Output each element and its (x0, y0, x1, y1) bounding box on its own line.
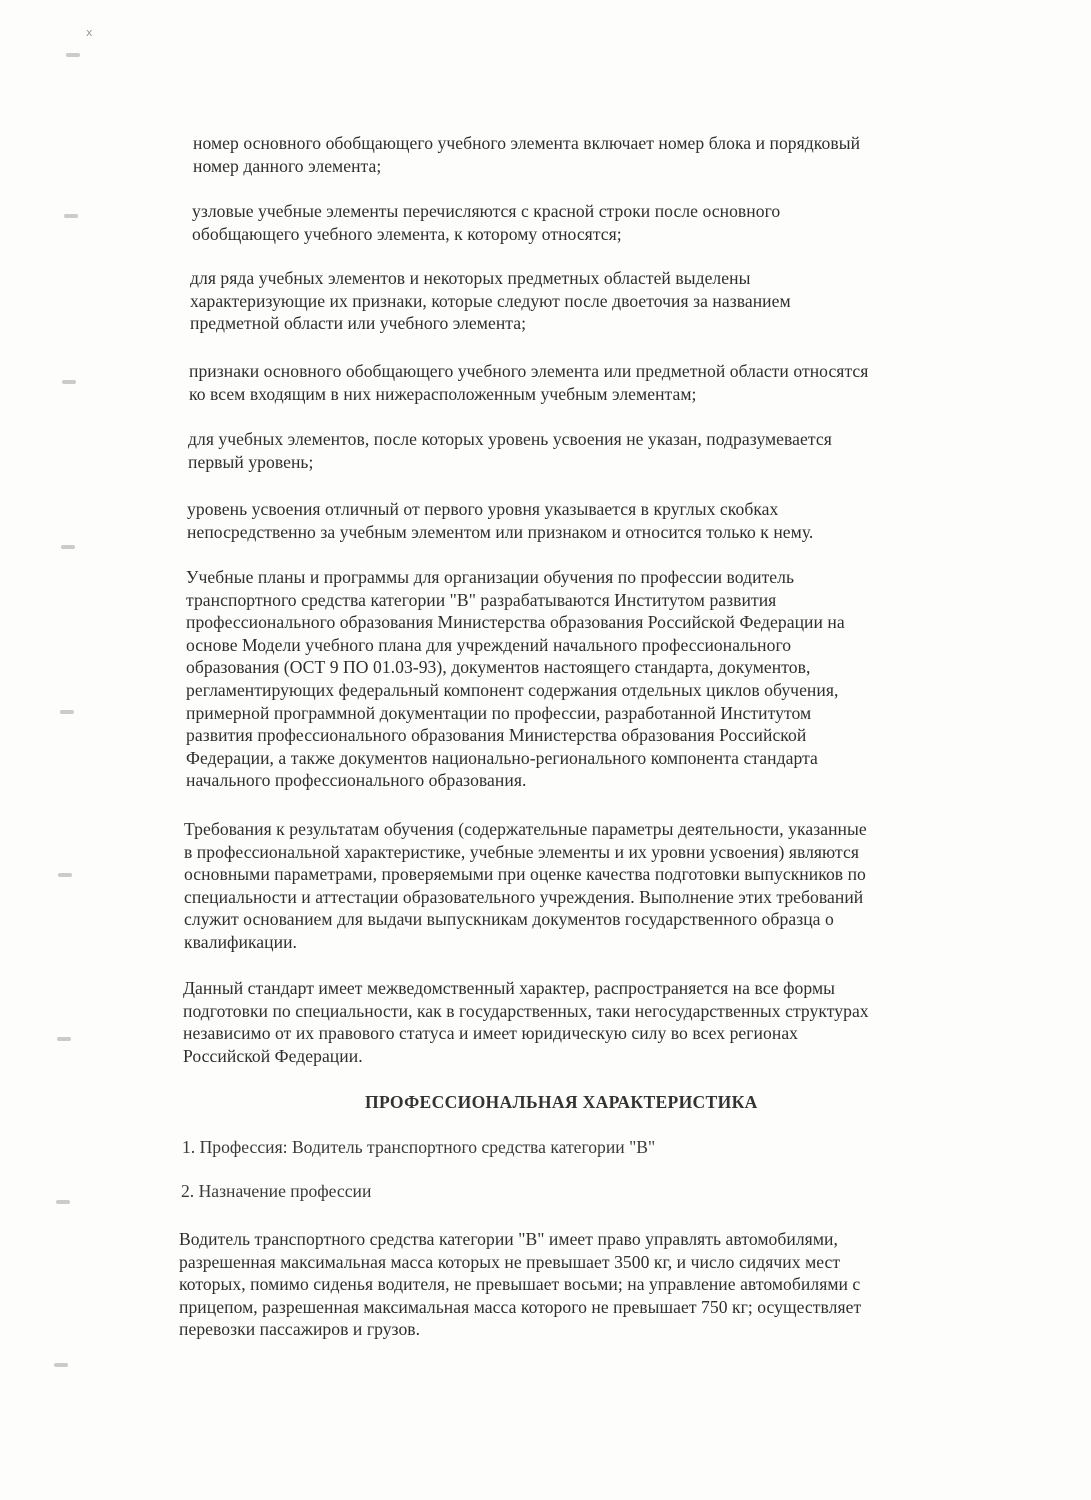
punch-mark (61, 545, 75, 549)
punch-mark (57, 1037, 71, 1041)
paragraph-curricula: Учебные планы и программы для организации обучения по профессии водитель транспортного средства категории "В" разрабатываются Институтом развития профессионального образования Министерства образования Российской Федерации на основе Модели учебного плана для учреждений начального профессионального образования (ОСТ 9 ПО 01.03-93), документов настоящего стандарта, документов, регламентирующих федеральный компонент содержания отдельных циклов обучения, примерной программной документации по профессии, разработанной Институтом развития профессионального образования Министерства образования Российской Федерации, а также документов национально-регионального компонента стандарта начального профессионального образования. (186, 567, 845, 791)
purpose-item: 2. Назначение профессии (181, 1181, 372, 1201)
paragraph-attributes: признаки основного обобщающего учебного элемента или предметной области относятся ко всем входящим в них нижерасположенным учебным элементам; (189, 361, 869, 404)
punch-mark (56, 1200, 70, 1204)
punch-mark (54, 1363, 68, 1367)
paragraph-level-brackets: уровень усвоения отличный от первого уровня указывается в круглых скобках непосредственно за учебным элементом или признаком и относится только к нему. (187, 499, 814, 542)
punch-mark (66, 53, 80, 57)
paragraph-first-level: для учебных элементов, после которых уровень усвоения не указан, подразумевается первый уровень; (188, 429, 832, 472)
paragraph-element-number: номер основного обобщающего учебного элемента включает номер блока и порядковый номер данного элемента; (193, 133, 861, 176)
punch-mark (62, 380, 76, 384)
paragraph-driver-rights: Водитель транспортного средства категории "В" имеет право управлять автомобилями, разрешенная максимальная масса которых не превышает 3500 кг, и число сидячих мест которых, помимо сиденья водителя, не превышает восьми; на управление автомобилями с прицепом, разрешенная максимальная масса которого не превышает 750 кг; осуществляет перевозки пассажиров и грузов. (179, 1229, 862, 1340)
corner-mark: х (86, 26, 93, 39)
section-heading: ПРОФЕССИОНАЛЬНАЯ ХАРАКТЕРИСТИКА (365, 1092, 758, 1112)
punch-mark (58, 873, 72, 877)
paragraph-node-elements: узловые учебные элементы перечисляются с красной строки после основного обобщающего учебного элемента, к которому относятся; (192, 201, 781, 244)
paragraph-characteristics: для ряда учебных элементов и некоторых предметных областей выделены характеризующие их признаки, которые следуют после двоеточия за названием предметной области или учебного элемента; (190, 268, 791, 334)
paragraph-standard-scope: Данный стандарт имеет межведомственный характер, распространяется на все формы подготовки по специальности, как в государственных, таки негосударственных структурах независимо от их правового статуса и имеет юридическую силу во всех регионах Российской Федерации. (183, 978, 869, 1066)
punch-mark (64, 214, 78, 218)
punch-mark (60, 710, 74, 714)
profession-item: 1. Профессия: Водитель транспортного средства категории "В" (182, 1137, 656, 1157)
paragraph-requirements: Требования к результатам обучения (содержательные параметры деятельности, указанные в профессиональной характеристике, учебные элементы и их уровни усвоения) являются основными параметрами, проверяемыми при оценке качества подготовки выпускников по специальности и аттестации образовательного учреждения. Выполнение этих требований служит основанием для выдачи выпускникам документов государственного образца о квалификации. (184, 819, 867, 952)
